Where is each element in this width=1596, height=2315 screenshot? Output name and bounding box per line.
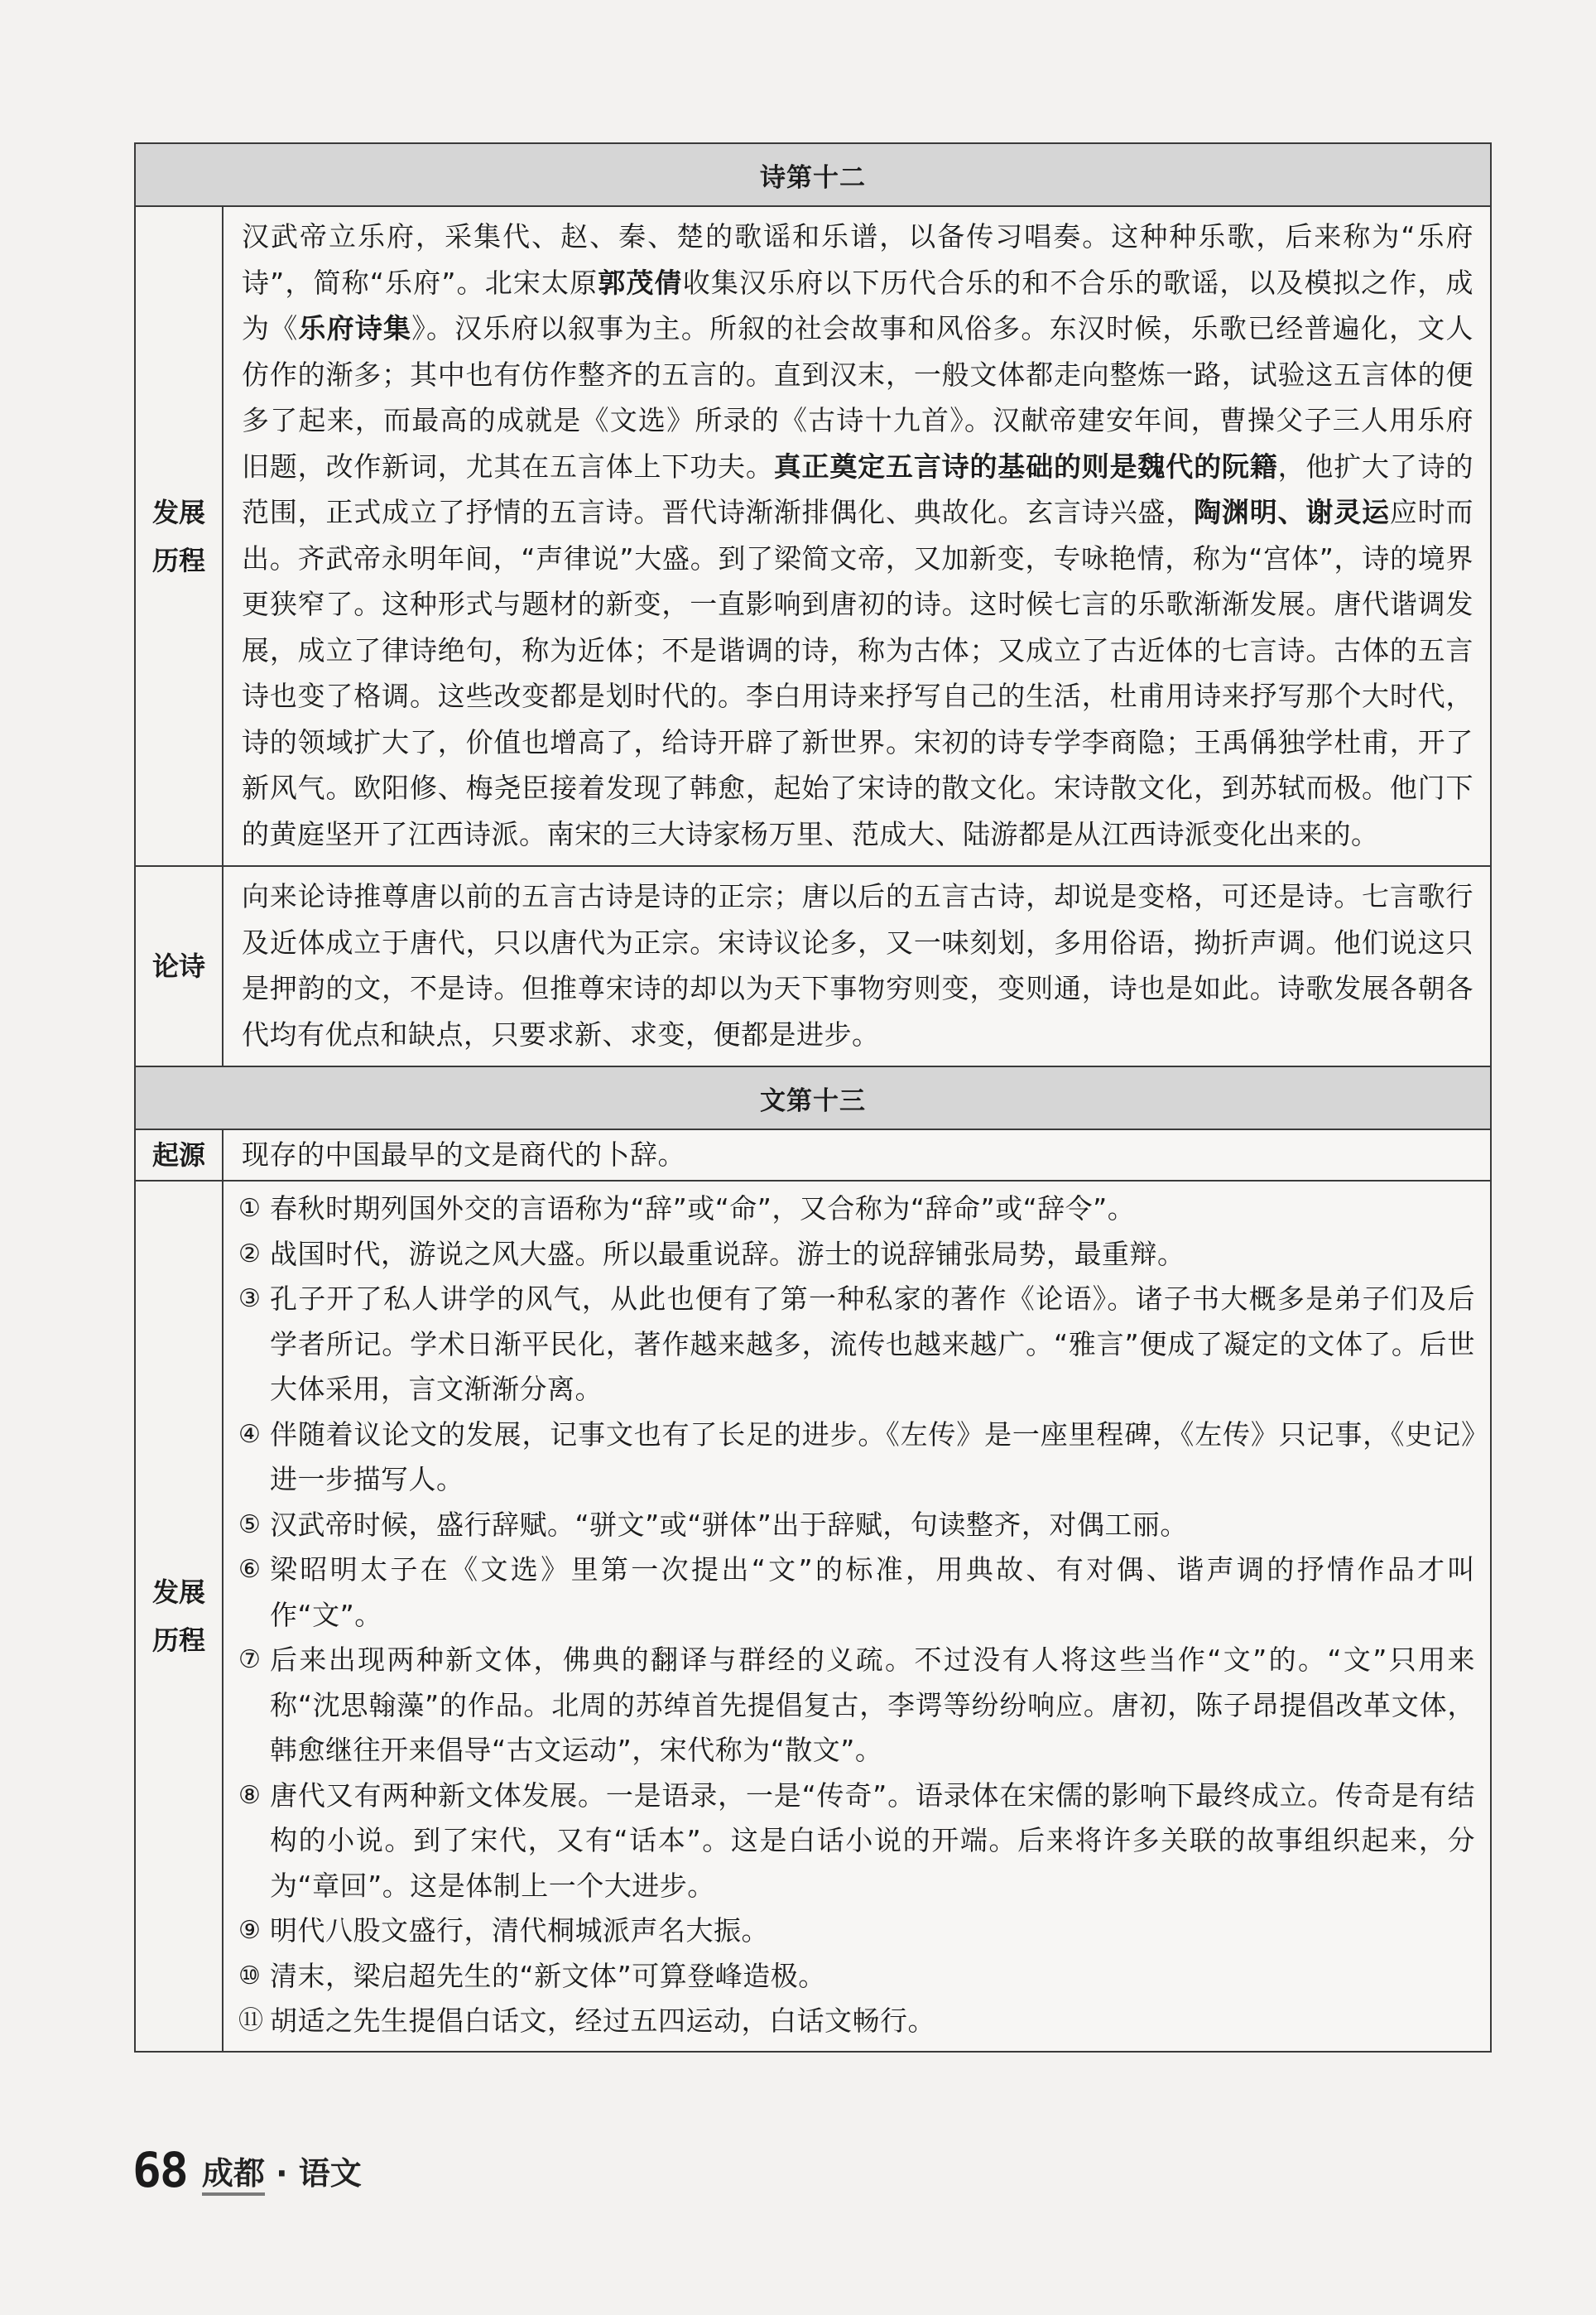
poetry-section-title: 诗第十二 — [135, 143, 1491, 206]
item-number: ⑦ — [238, 1645, 262, 1674]
label-text: 起源 — [151, 1139, 205, 1171]
list-item — [238, 1186, 1475, 1232]
item-number: ⑥ — [238, 1555, 262, 1584]
prose-origin-paragraph: 现存的中国最早的文是商代的卜辞。 — [242, 1138, 685, 1171]
label-text: 论诗 — [151, 951, 205, 982]
list-item — [238, 1503, 1475, 1548]
item-text: 春秋时期列国外交的言语称为“辞”或“命”，又合称为“辞命”或“辞令”。 — [270, 1192, 1136, 1225]
page-number: 68 — [132, 2142, 187, 2198]
poetry-development-paragraph — [242, 214, 1473, 857]
item-text: 伴随着议论文的发展，记事文也有了长足的进步。《左传》是一座里程碑，《左传》只记事，《史记》进一步描写人。 — [270, 1417, 1475, 1495]
item-number: ④ — [238, 1419, 262, 1449]
text-segment: 汉武帝立乐府，采集代、赵、秦、楚的歌谣和乐谱，以备传习唱奏。这种种乐歌，后来称为“乐府诗”，简称“乐府”。北宋太原 — [242, 220, 1473, 299]
poetry-development-row — [135, 206, 1491, 866]
prose-development-label — [135, 1181, 223, 2052]
poetry-development-label — [135, 206, 223, 866]
prose-origin-text — [223, 1129, 1491, 1181]
prose-title-row — [135, 1066, 1491, 1129]
page-footer — [132, 2142, 362, 2198]
prose-section-title: 文第十三 — [135, 1066, 1491, 1129]
item-text: 孔子开了私人讲学的风气，从此也便有了第一种私家的著作《论语》。诸子书大概多是弟子们及后学者所记。学术日渐平民化，著作越来越多，流传也越来越广。“雅言”便成了凝定的文体了。后世大体采用，言文渐渐分离。 — [270, 1283, 1475, 1405]
poetry-theory-label — [135, 866, 223, 1066]
item-number: ⑧ — [238, 1780, 262, 1810]
item-text: 唐代又有两种新文体发展。一是语录，一是“传奇”。语录体在宋儒的影响下最终成立。传奇是有结构的小说。到了宋代，又有“话本”。这是白话小说的开端。后来将许多关联的故事组织起来，分为“章回”。这是体制上一个大进步。 — [270, 1778, 1475, 1902]
prose-origin-label — [135, 1129, 223, 1181]
emphasized-text: 真正奠定五言诗的基础的则是魏代的阮籍 — [773, 450, 1278, 483]
text-segment: ，他扩大了诗的范围，正式成立了抒情的五言诗。晋代诗渐渐排偶化、典故化。玄言诗兴盛， — [242, 450, 1474, 528]
poetry-theory-text — [223, 866, 1491, 1066]
item-number: ⑪ — [238, 2006, 264, 2035]
list-item — [238, 1277, 1475, 1413]
poetry-title-row — [135, 143, 1491, 206]
list-item — [238, 1999, 1475, 2044]
text-segment: 收集汉乐府以下历代合乐的和不合乐的歌谣，以及模拟之作，成为《 — [242, 266, 1474, 344]
label-text: 发展历程 — [151, 496, 205, 576]
item-number: ⑨ — [238, 1916, 262, 1945]
literature-history-table — [134, 142, 1492, 2053]
prose-origin-row — [135, 1129, 1491, 1181]
text-segment: 》。汉乐府以叙事为主。所叙的社会故事和风俗多。东汉时候，乐歌已经普遍化，文人仿作的渐多；其中也有仿作整齐的五言的。直到汉末，一般文体都走向整炼一路，试验这五言体的便多了起来，而最高的成就是《文选》所录的《古诗十九首》。汉献帝建安年间，曹操父子三人用乐府旧题，改作新词，尤其在五言体上下功夫。 — [242, 312, 1474, 483]
list-item — [238, 1638, 1475, 1774]
footer-city: 成都 — [202, 2155, 265, 2196]
poetry-theory-row — [135, 866, 1491, 1066]
item-text: 明代八股文盛行，清代桐城派声名大振。 — [270, 1914, 769, 1947]
list-item — [238, 1774, 1475, 1909]
list-item — [238, 1547, 1475, 1638]
item-number: ⑩ — [238, 1961, 262, 1990]
item-number: ③ — [238, 1284, 262, 1313]
prose-development-list — [223, 1181, 1491, 2052]
item-text: 汉武帝时候，盛行辞赋。“骈文”或“骈体”出于辞赋，句读整齐，对偶工丽。 — [270, 1508, 1188, 1541]
item-text: 清末，梁启超先生的“新文体”可算登峰造极。 — [270, 1959, 826, 1992]
footer-separator: · — [276, 2155, 288, 2192]
poetry-development-text — [223, 206, 1491, 866]
list-item — [238, 1954, 1475, 2000]
footer-book-label — [202, 2155, 362, 2194]
list-item — [238, 1908, 1475, 1954]
item-text: 胡适之先生提倡白话文，经过五四运动，白话文畅行。 — [270, 2005, 935, 2037]
item-number: ⑤ — [238, 1509, 262, 1539]
text-segment: 应时而出。齐武帝永明年间，“声律说”大盛。到了梁简文帝，又加新变，专咏艳情，称为“宫体”，诗的境界更狭窄了。这种形式与题材的新变，一直影响到唐初的诗。这时候七言的乐歌渐渐发展。唐代谐调发展，成立了律诗绝句，称为近体；不是谐调的诗，称为古体；又成立了古近体的七言诗。古体的五言诗也变了格调。这些改变都是划时代的。李白用诗来抒写自己的生活，杜甫用诗来抒写那个大时代，诗的领域扩大了，价值也增高了，给诗开辟了新世界。宋初的诗专学李商隐；王禹偁独学杜甫，开了新风气。欧阳修、梅尧臣接着发现了韩愈，起始了宋诗的散文化。宋诗散文化，到苏轼而极。他门下的黄庭坚开了江西诗派。南宋的三大诗家杨万里、范成大、陆游都是从江西诗派变化出来的。 — [242, 496, 1474, 850]
emphasized-text: 陶渊明、谢灵运 — [1194, 496, 1390, 528]
poetry-theory-paragraph: 向来论诗推尊唐以前的五言古诗是诗的正宗；唐以后的五言古诗，却说是变格，可还是诗。七言歌行及近体成立于唐代，只以唐代为正宗。宋诗议论多，又一味刻划，多用俗语，拗折声调。他们说这只是押韵的文，不是诗。但推尊宋诗的却以为天下事物穷则变，变则通，诗也是如此。诗歌发展各朝各代均有优点和缺点，只要求新、求变，便都是进步。 — [242, 880, 1473, 1051]
item-text: 战国时代，游说之风大盛。所以最重说辞。游士的说辞铺张局势，最重辩。 — [270, 1237, 1185, 1270]
label-text: 发展历程 — [151, 1576, 205, 1656]
footer-subject: 语文 — [298, 2155, 362, 2192]
prose-development-row — [135, 1181, 1491, 2052]
emphasized-text: 郭茂倩 — [598, 266, 683, 299]
list-item — [238, 1413, 1475, 1503]
item-text: 后来出现两种新文体，佛典的翻译与群经的义疏。不过没有人将这些当作“文”的。“文”只用来称“沈思翰藻”的作品。北周的苏绰首先提倡复古，李谔等纷纷响应。唐初，陈子昂提倡改革文体，韩愈继往开来倡导“古文运动”，宋代称为“散文”。 — [270, 1644, 1475, 1766]
emphasized-text: 乐府诗集 — [298, 312, 412, 344]
item-number: ② — [238, 1239, 262, 1268]
item-number: ① — [238, 1194, 262, 1223]
item-text: 梁昭明太子在《文选》里第一次提出“文”的标准，用典故、有对偶、谐声调的抒情作品才叫作“文”。 — [270, 1553, 1475, 1631]
list-item — [238, 1232, 1475, 1278]
